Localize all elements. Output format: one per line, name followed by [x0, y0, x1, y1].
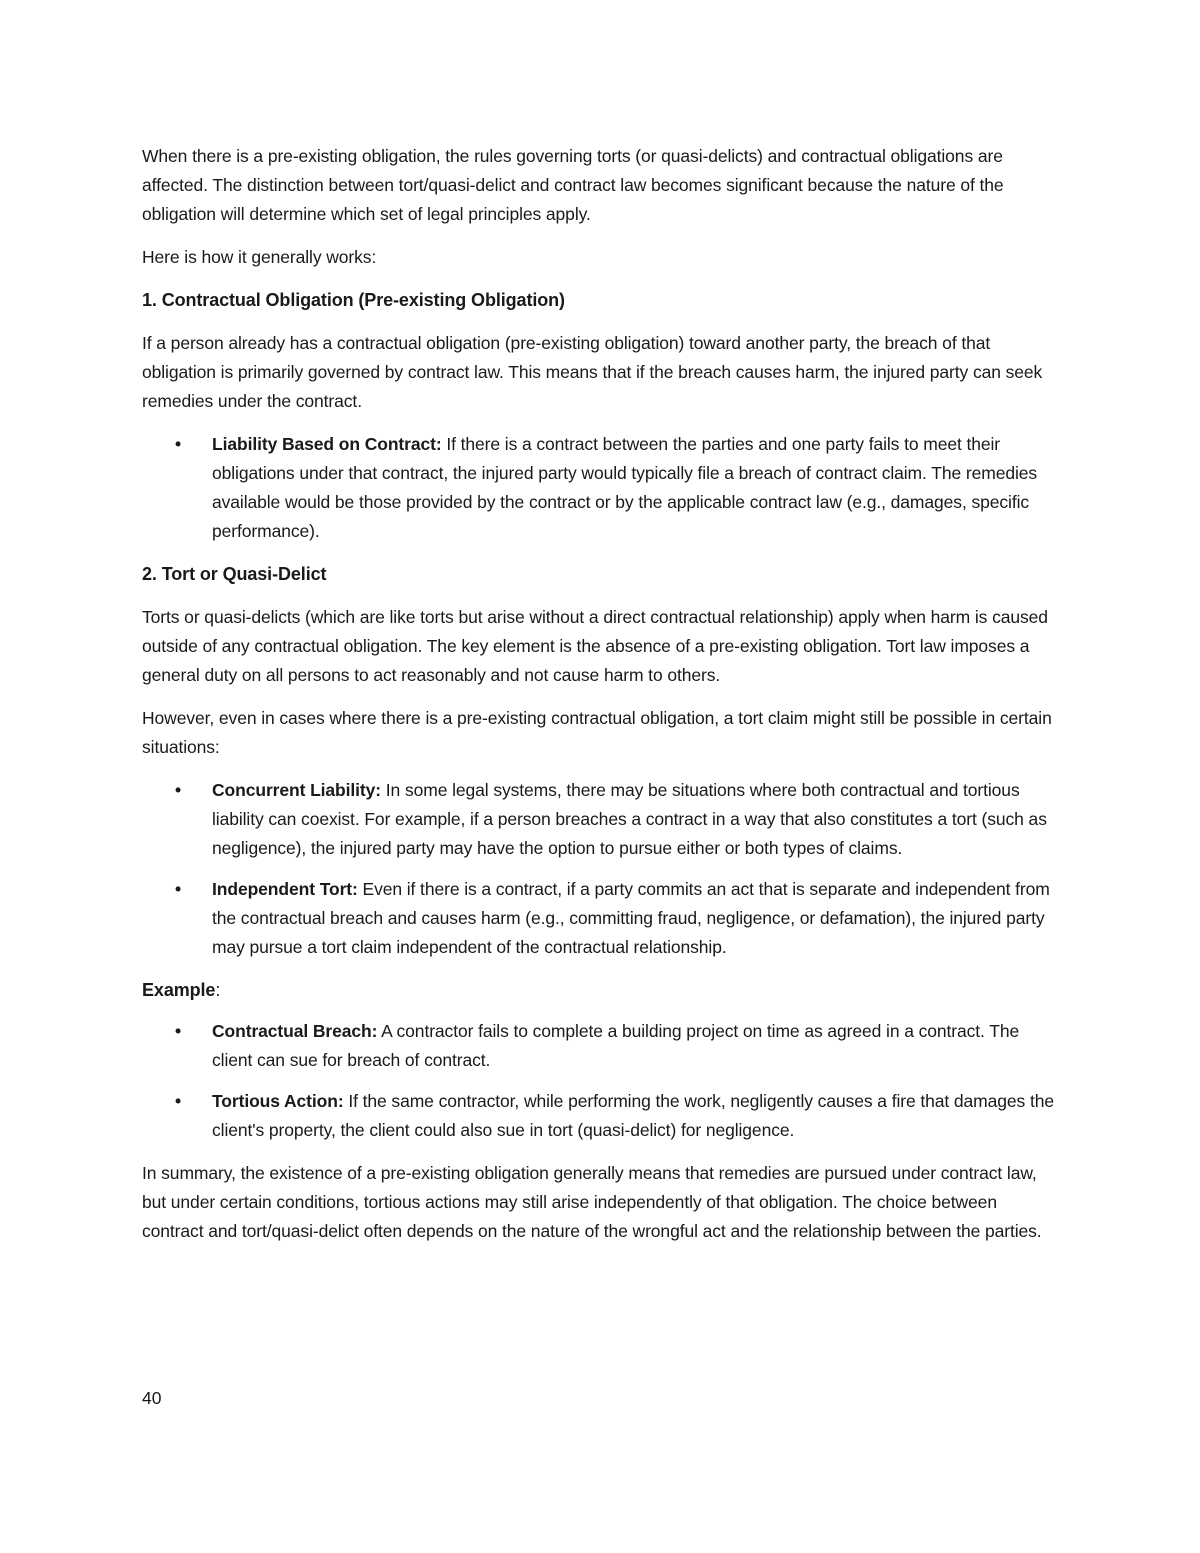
bullet-icon: •	[175, 1091, 182, 1111]
list-item-text: In some legal systems, there may be situations where both contractual and tortious liability can coexist. For example, if a person breaches a contract in a way that also constitutes a tort (such as negligence), the injured party may have the option to pursue either or both types of claims.	[212, 780, 1047, 858]
list-item-text: Even if there is a contract, if a party commits an act that is separate and independent from the contractual breach and causes harm (e.g., committing fraud, negligence, or defamation), the injured party may pursue a tort claim independent of the contractual relationship.	[212, 879, 1050, 957]
section-2-paragraph-2: However, even in cases where there is a pre-existing contractual obligation, a tort claim might still be possible in certain situations:	[142, 708, 1052, 757]
document-page	[142, 142, 1062, 1260]
section-1-list	[142, 430, 1062, 546]
list-item-term: Liability Based on Contract:	[212, 434, 442, 454]
list-item-term: Concurrent Liability:	[212, 780, 382, 800]
list-item-text: A contractor fails to complete a building project on time as agreed in a contract. The client can sue for breach of contract.	[212, 1021, 1020, 1070]
section-2-heading: 2. Tort or Quasi-Delict	[142, 564, 327, 584]
intro-paragraph: When there is a pre-existing obligation, the rules governing torts (or quasi-delicts) and contractual obligations are affected. The distinction between tort/quasi-delict and contract law becomes significant because the nature of the obligation will determine which set of legal principles apply.	[142, 146, 1004, 224]
list-item-text: If the same contractor, while performing the work, negligently causes a fire that damages the client's property, the client could also sue in tort (quasi-delict) for negligence.	[212, 1091, 1054, 1140]
section-2-paragraph: Torts or quasi-delicts (which are like torts but arise without a direct contractual relationship) apply when harm is caused outside of any contractual obligation. The key element is the absence of a pre-existing obligation. Tort law imposes a general duty on all persons to act reasonably and not cause harm to others.	[142, 607, 1048, 685]
example-heading-colon: :	[215, 980, 221, 1000]
bullet-icon: •	[175, 780, 182, 800]
list-item	[142, 875, 1062, 962]
example-list	[142, 1017, 1062, 1145]
bullet-icon: •	[175, 879, 182, 899]
list-item	[142, 1017, 1062, 1075]
section-2-list	[142, 776, 1062, 962]
list-item	[142, 1087, 1062, 1145]
list-item	[142, 776, 1062, 863]
intro-lead-in: Here is how it generally works:	[142, 247, 377, 267]
list-item-term: Tortious Action:	[212, 1091, 344, 1111]
example-heading-text: Example	[142, 980, 216, 1000]
page-number: 40	[142, 1388, 162, 1408]
section-1-heading: 1. Contractual Obligation (Pre-existing Obligation)	[142, 290, 565, 310]
list-item-text: If there is a contract between the parties and one party fails to meet their obligations under that contract, the injured party would typically file a breach of contract claim. The remedies available would be those provided by the contract or by the applicable contract law (e.g., damages, specific performance).	[212, 434, 1038, 541]
list-item-term: Contractual Breach:	[212, 1021, 378, 1041]
bullet-icon: •	[175, 434, 182, 454]
summary-paragraph: In summary, the existence of a pre-existing obligation generally means that remedies are pursued under contract law, but under certain conditions, tortious actions may still arise independently of that obligation. The choice between contract and tort/quasi-delict often depends on the nature of the wrongful act and the relationship between the parties.	[142, 1163, 1042, 1241]
example-heading	[142, 976, 1062, 1005]
list-item-term: Independent Tort:	[212, 879, 358, 899]
bullet-icon: •	[175, 1021, 182, 1041]
section-1-paragraph: If a person already has a contractual obligation (pre-existing obligation) toward another party, the breach of that obligation is primarily governed by contract law. This means that if the breach causes harm, the injured party can seek remedies under the contract.	[142, 333, 1043, 411]
list-item	[142, 430, 1062, 546]
